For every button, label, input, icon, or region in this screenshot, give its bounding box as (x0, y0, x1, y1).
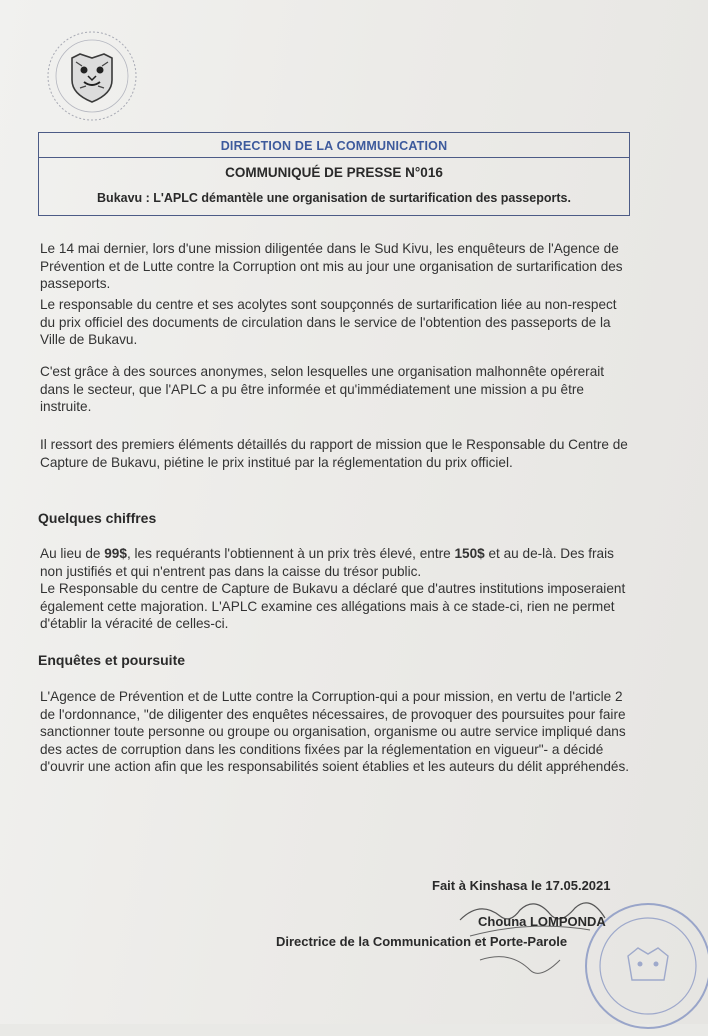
paragraph-5-text-a: Au lieu de (40, 546, 105, 561)
department-title: DIRECTION DE LA COMMUNICATION (220, 139, 448, 153)
paragraph-5-text-e: et au de-là. Des frais non justifiés et qui n'entrent pas dans la caisse du trésor public. (40, 546, 614, 579)
paragraph-6: Le Responsable du centre de Capture de Bukavu a déclaré que d'autres institutions imposeraient également cette majoration. L'APLC examine ces allégations mais à ce stade-ci, rien ne permet d'établir la véracité de celles-ci. (40, 581, 626, 632)
price-official: 99$ (104, 546, 127, 561)
signatory-role: Directrice de la Communication et Porte-Parole (276, 934, 568, 949)
press-release-subtitle: Bukavu : L'APLC démantèle une organisation de surtarification des passeports. (97, 191, 571, 205)
section-heading-investigations: Enquêtes et poursuite (38, 652, 186, 668)
signatory-name: Chouna LOMPONDA (478, 914, 606, 929)
paragraph-3: C'est grâce à des sources anonymes, selon lesquelles une organisation malhonnête opérerait dans le secteur, que l'APLC a pu être informée et qu'immédiatement une mission a pu être instruite. (40, 364, 605, 415)
place-and-date: Fait à Kinshasa le 17.05.2021 (432, 878, 611, 893)
paragraph-4: Il ressort des premiers éléments détaillés du rapport de mission que le Responsable du Centre de Capture de Bukavu, piétine le prix institué par la réglementation du prix officiel. (40, 437, 628, 470)
price-charged: 150$ (454, 546, 485, 561)
header-box (38, 132, 630, 216)
paragraph-7: L'Agence de Prévention et de Lutte contre la Corruption-qui a pour mission, en vertu de l'article 2 de l'ordonnance, "de diligenter des enquêtes nécessaires, de provoquer des poursuites pour faire sanctionner toute personne ou groupe ou organisation, organisme ou autre service impliqué dans des actes de corruption dans les conditions fixées par la réglementation en vigueur"- a décidé d'ouvrir une action afin que les responsabilités soient établies et les auteurs du délit appréhendés. (40, 689, 630, 775)
paragraph-5-text-c: , les requérants l'obtiennent à un prix très élevé, entre (126, 546, 455, 561)
press-release-title: COMMUNIQUÉ DE PRESSE N°016 (225, 165, 443, 180)
header-divider (39, 157, 629, 158)
section-heading-figures: Quelques chiffres (38, 510, 157, 526)
emblem-seal-icon (44, 28, 140, 124)
handwritten-signature-icon (440, 890, 620, 1010)
paragraph-1: Le 14 mai dernier, lors d'une mission diligentée dans le Sud Kivu, les enquêteurs de l'Agence de Prévention et de Lutte contre la Corruption ont mis au jour une organisation de surtarification des passeports. (40, 241, 623, 292)
paragraph-2: Le responsable du centre et ses acolytes sont soupçonnés de surtarification liée au non-respect du prix officiel des documents de circulation dans le service de l'obtention des passeports de la Ville de Bukavu. (40, 297, 617, 348)
paragraph-5 (40, 545, 630, 580)
